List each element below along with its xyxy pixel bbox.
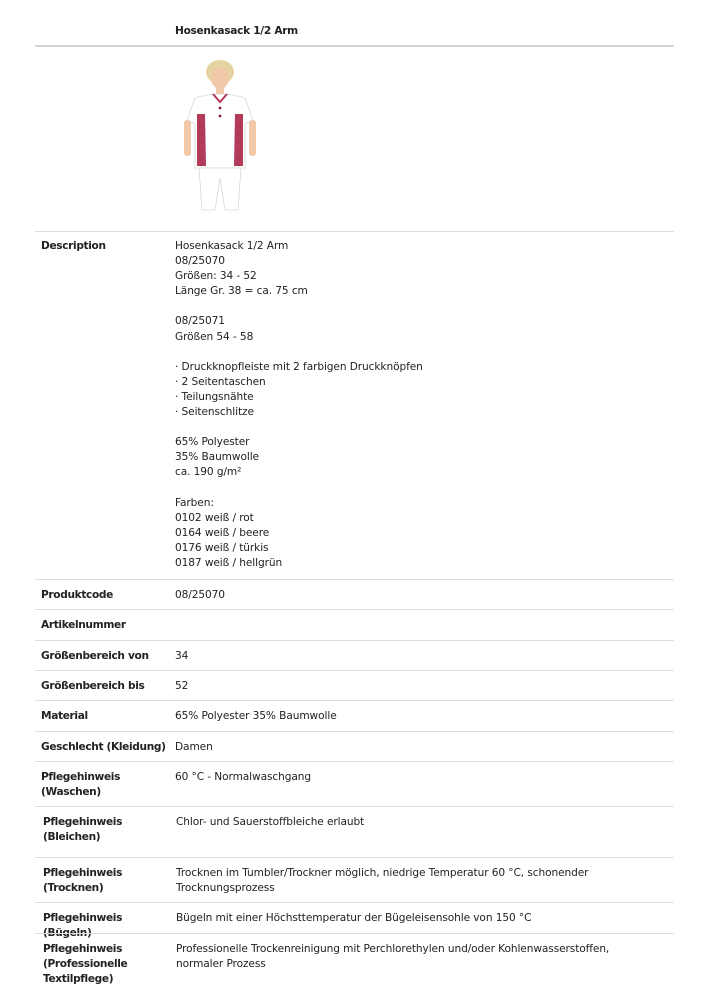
spec-label: Pflegehinweis (Trocknen) (43, 867, 123, 894)
spec-row (35, 761, 674, 807)
spec-value: Chlor- und Sauerstoffbleiche erlaubt (176, 816, 365, 828)
spec-label: Größenbereich von (41, 650, 149, 662)
description-line: 65% Polyester (175, 436, 250, 449)
description-line (175, 299, 423, 314)
description-line: Hosenkasack 1/2 Arm (175, 240, 289, 252)
description-line: 35% Baumwolle (175, 451, 259, 464)
description-text (175, 239, 423, 571)
spec-value: Bügeln mit einer Höchsttemperatur der Bügeleisensohle von 150 °C (176, 912, 532, 924)
spec-label: Material (41, 710, 88, 722)
description-line (175, 481, 423, 496)
spec-row (35, 579, 674, 610)
description-line: · Seitenschlitze (175, 406, 254, 419)
spec-value: 34 (175, 650, 189, 662)
spec-value: 08/25070 (175, 589, 225, 601)
description-line: Größen 54 - 58 (175, 330, 254, 343)
spec-row (35, 902, 674, 939)
spec-label: Pflegehinweis (Bügeln) (43, 912, 123, 939)
description-line: Länge Gr. 38 = ca. 75 cm (175, 285, 308, 298)
spec-value: 52 (175, 680, 189, 692)
spec-row (35, 670, 674, 701)
description-line: 0176 weiß / türkis (175, 541, 269, 554)
product-title: Hosenkasack 1/2 Arm (175, 25, 298, 37)
header-rule (35, 45, 674, 47)
description-line: · Teilungsnähte (175, 390, 254, 403)
description-line (175, 420, 423, 435)
spec-value: Trocknen im Tumbler/Trockner möglich, niedrige Temperatur 60 °C, schonender Trocknungsprozess (176, 867, 589, 895)
product-photo (175, 58, 265, 213)
spec-value: Damen (175, 741, 213, 753)
spec-label: Pflegehinweis (Professionelle Textilpflege) (43, 943, 128, 985)
description-line: 0187 weiß / hellgrün (175, 556, 283, 569)
description-line: 0102 weiß / rot (175, 511, 254, 524)
spec-value: 65% Polyester 35% Baumwolle (175, 710, 337, 722)
spec-label: Geschlecht (Kleidung) (41, 741, 166, 753)
description-row (35, 232, 674, 579)
description-line: Farben: (175, 496, 214, 509)
spec-value: Professionelle Trockenreinigung mit Perchlorethylen und/oder Kohlenwasserstoffen, normaler Prozess (176, 943, 610, 971)
spec-row (35, 609, 674, 641)
spec-label: Produktcode (41, 589, 113, 601)
description-line: · Druckknopfleiste mit 2 farbigen Druckknöpfen (175, 360, 423, 373)
description-label: Description (41, 240, 106, 252)
spec-label: Größenbereich bis (41, 680, 145, 692)
spec-row (35, 640, 674, 671)
spec-label: Pflegehinweis (Bleichen) (43, 816, 123, 843)
spec-value: 60 °C - Normalwaschgang (175, 771, 311, 783)
description-line (175, 345, 423, 360)
spec-label: Artikelnummer (41, 619, 126, 631)
spec-row (35, 806, 674, 858)
spec-row (35, 857, 674, 903)
spec-row (35, 933, 674, 1001)
spec-row (35, 700, 674, 732)
description-line: 0164 weiß / beere (175, 526, 270, 539)
description-line: Größen: 34 - 52 (175, 270, 257, 283)
spec-row (35, 731, 674, 762)
description-line: ca. 190 g/m² (175, 466, 242, 479)
description-line: 08/25071 (175, 315, 225, 328)
spec-label: Pflegehinweis (Waschen) (41, 771, 121, 798)
description-line: 08/25070 (175, 255, 225, 268)
description-line: · 2 Seitentaschen (175, 375, 266, 388)
